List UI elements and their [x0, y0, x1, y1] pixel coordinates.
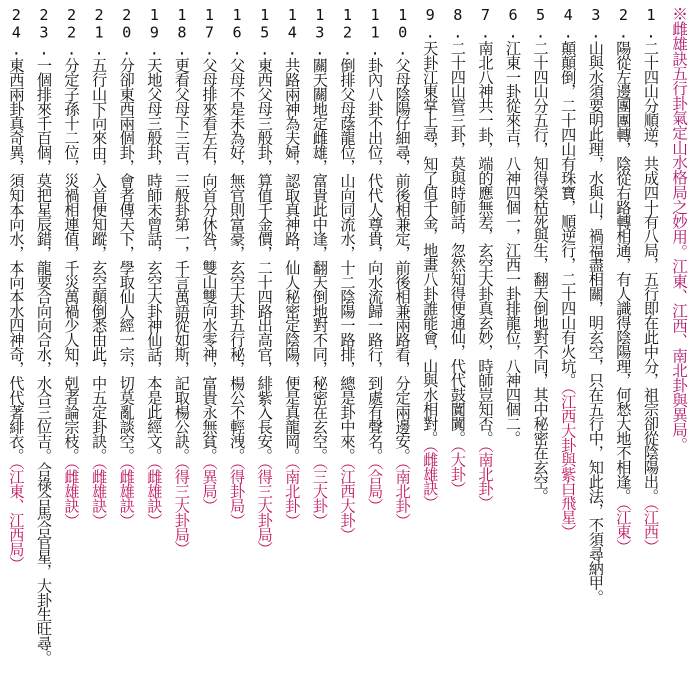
verse-text: 分定子孫十二位，災禍相連值，千災萬禍少人知，剋者論宗枝。 — [62, 57, 81, 463]
verse-line — [85, 6, 113, 696]
verse-line — [333, 6, 361, 696]
verse-number: 4. — [559, 6, 578, 41]
verse-line — [498, 6, 526, 696]
verse-note: （ 江東、江西局 ） — [7, 462, 25, 570]
verse-line — [223, 6, 251, 696]
verse-line — [57, 6, 85, 696]
verse-number: 12. — [338, 6, 357, 58]
verse-text: 山與水須要明此理，水與山，禍福盡相關，明玄空，只在五行中，知此法，不須尋納甲。 — [586, 40, 605, 605]
verse-line — [195, 6, 223, 696]
verse-line — [167, 6, 195, 696]
verse-line — [581, 6, 609, 696]
verse-number: 10. — [393, 6, 412, 58]
verse-number: 13. — [310, 6, 329, 58]
verse-number: 8. — [448, 6, 467, 41]
verse-line — [471, 6, 499, 696]
verse-line — [554, 6, 582, 696]
verse-number: 21. — [90, 6, 109, 58]
verse-line — [112, 6, 140, 696]
verse-line — [140, 6, 168, 696]
verse-number: 22. — [62, 6, 81, 58]
verse-number: 9. — [421, 6, 440, 41]
verse-text: 更看父母下三吉，三般卦第一，千言萬語從如斯，記取楊公訣。 — [172, 57, 191, 463]
verse-line — [360, 6, 388, 696]
verse-text: 南北八神共一卦，端的應無差，玄空大卦真玄妙，時師豈知否。 — [476, 40, 495, 446]
verse-text: 五行山下向來由，入首便知蹤，玄空顛倒悉由此，中五定卦訣。 — [90, 57, 109, 463]
verse-note: （ 雌雄訣 ） — [145, 462, 163, 527]
verse-line — [388, 6, 416, 696]
verse-number: 23. — [34, 6, 53, 58]
verse-line — [2, 6, 30, 696]
scripture-text — [8, 6, 694, 696]
verse-line — [278, 6, 306, 696]
verse-note: （ 雌雄訣 ） — [90, 462, 108, 527]
verse-number: 14. — [283, 6, 302, 58]
verse-number: 5. — [531, 6, 550, 41]
verse-text: 東西兩卦真奇異，須知本向水，本向本水四神奇，代代著緋衣。 — [7, 57, 26, 463]
verse-line — [29, 6, 57, 696]
verse-text: 二十四山分五行，知得榮枯死與生，翻天倒地對不同，其中秘密在玄空。 — [531, 40, 550, 503]
verse-text: 天地父母三般卦，時師未曾話，玄空大卦神仙話，本是此經文。 — [145, 57, 164, 463]
verse-text: 關天關地定雌雄，富貴此中逢，翻天倒地對不同，秘密在玄空。 — [310, 57, 329, 463]
verse-text: 分卻東西兩個卦，會者傳天下，學取仙人經一宗，切莫亂談空。 — [117, 57, 136, 463]
verse-text: 東西父母三般卦，算值千金價，二十四路出高官，緋紫入長安。 — [255, 57, 274, 463]
verse-number: 19. — [145, 6, 164, 58]
verse-line — [443, 6, 471, 696]
verse-line — [416, 6, 444, 696]
verse-text: 天卦江東掌上尋，知了值千金，地畫八卦誰能會，山與水相對。 — [421, 40, 440, 446]
verse-text: 陽從左邊團團轉，陰從右路轉相通，有人識得陰陽理，何愁大地不相逢。 — [614, 40, 633, 503]
verse-text: 一個排來千百個，莫把星辰錯，龍要合向向合水，水合三位吉。合祿合馬合官星，大卦生旺尋。 — [34, 57, 53, 665]
verse-number: 24. — [7, 6, 26, 58]
verse-note: （ 合局 ） — [366, 462, 384, 512]
verse-note: （ 異局 ） — [201, 462, 219, 512]
verse-number: 1. — [642, 6, 660, 41]
verse-text: 父母陰陽仔細尋，前後相兼定，前後相兼兩路看，分定兩邊安。 — [393, 57, 412, 463]
verse-number: 16. — [228, 6, 247, 58]
verse-note: （ 三大卦 ） — [311, 462, 329, 527]
verse-number: 7. — [476, 6, 495, 41]
verse-note: （ 江西 ） — [642, 503, 660, 553]
verse-text: 共路兩神為夫婦，認取真神路，仙人秘密定陰陽，便是真龍岡。 — [283, 57, 302, 463]
verse-note: （ 南北卦 ） — [394, 462, 412, 527]
verse-note: （ 得三大卦局 ） — [256, 462, 274, 556]
verse-number: 20. — [117, 6, 136, 58]
verse-line — [305, 6, 333, 696]
verse-line — [636, 6, 664, 696]
verse-line — [609, 6, 637, 696]
verse-line — [526, 6, 554, 696]
verse-note: （ 雌雄訣 ） — [421, 445, 439, 510]
section-title: ※雌雄訣五行卦氣定山水格局之妙用。江東、江西、南北卦與異局。 — [670, 6, 688, 452]
verse-note: （ 得卦局 ） — [228, 462, 246, 527]
verse-text: 父母排來看左右，向首分休咎，雙山雙向水零神，富貴永無貧。 — [200, 57, 219, 463]
verse-note: （ 得三大卦局 ） — [173, 462, 191, 556]
verse-note: （ 雌雄訣 ） — [63, 462, 81, 527]
verse-note: （ 江西大卦與紫白飛星 ） — [559, 387, 577, 538]
verse-number: 6. — [504, 6, 523, 41]
verse-text: 倒排父母蔭龍位，山向同流水，十二陰陽一路排，總是卦中來。 — [338, 57, 357, 463]
verse-note: （ 雌雄訣 ） — [118, 462, 136, 527]
verse-number: 3. — [586, 6, 605, 41]
verse-note: （ 南北卦 ） — [283, 462, 301, 527]
verse-number: 18. — [172, 6, 191, 58]
verse-text: 二十四山管三卦，莫與時師話，忽然知得便通仙，代代鼓闐闐。 — [448, 40, 467, 446]
verse-note: （ 南北卦 ） — [476, 445, 494, 510]
verse-text: 卦內八卦不出位，代代人尊貴，向水流歸一路行，到處有聲名。 — [366, 57, 385, 463]
verse-text: 二十四山分順逆，共成四十有八局，五行即在此中分，祖宗卻從陰陽出。 — [642, 40, 660, 503]
verse-number: 17. — [200, 6, 219, 58]
verse-note: （ 江東 ） — [614, 503, 632, 553]
verse-note: （ 江西大卦 ） — [338, 462, 356, 541]
verse-text: 江東一卦從來吉，八神四個一，江西一卦排龍位，八神四個二。 — [504, 40, 523, 446]
verse-line — [250, 6, 278, 696]
verse-number: 2. — [614, 6, 633, 41]
verse-text: 顛顛倒，二十四山有珠寶，順逆行，二十四山有火坑。 — [559, 40, 578, 388]
verse-number: 15. — [255, 6, 274, 58]
verse-note: （ 大卦 ） — [449, 445, 467, 495]
verse-number: 11. — [366, 6, 385, 58]
verse-text: 父母不是未為好，無官則富豪，玄空大卦五行秘，楊公不輕洩。 — [228, 57, 247, 463]
